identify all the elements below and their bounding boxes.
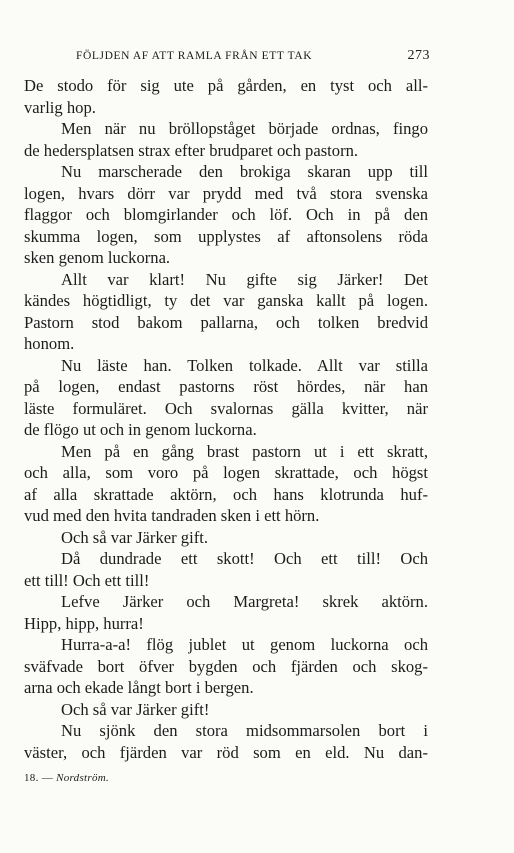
text-line: och alla, som voro på logen skrattade, och högst [24,463,428,482]
text-line: skumma logen, som upplystes af aftonsolens röda [24,226,428,246]
text-line: Då dundrade ett skott! Och ett till! Och [61,549,428,568]
text-line: de flögo ut och in genom luckorna. [24,420,257,439]
text-line: Nu sjönk den stora midsommarsolen bort i [61,721,428,740]
text-line: läste formuläret. Och svalornas gälla kvitter, när [24,398,428,418]
text-line: Nu läste han. Tolken tolkade. Allt var stilla [61,355,428,375]
text-line: flaggor och blomgirlander och löf. Och in på den [24,205,428,224]
text-line: logen, hvars dörr var prydd med två stora svenska [24,183,428,203]
text-line: arna och ekade långt bort i bergen. [24,678,254,697]
text-line: De stodo för sig ute på gården, en tyst och all- [24,76,428,95]
text-line: ett till! Och ett till! [24,570,150,590]
text-line: sken genom luckorna. [24,248,171,267]
text-line: sväfvade bort öfver bygden och fjärden och skog- [24,656,428,676]
text-line: af alla skrattade aktörn, och hans klotrunda huf- [24,484,428,504]
text-line: Men på en gång brast pastorn ut i ett skratt, [61,441,428,461]
text-line: honom. [24,334,75,353]
text-line: Och så var Järker gift. [61,527,208,547]
text-line: väster, och fjärden var röd som en eld. Nu dan- [24,742,428,762]
text-line: varlig hop. [24,97,96,117]
text-line: vud med den hvita tandraden sken i ett hörn. [24,506,320,525]
text-line: Och så var Järker gift! [61,699,210,719]
signature-author: Nordström. [56,772,110,784]
signature-number: 18. — [24,772,53,784]
text-line: Allt var klart! Nu gifte sig Järker! Det [61,269,428,289]
body-text [24,75,428,763]
text-line: Men när nu bröllopståget började ordnas, fingo [61,119,428,138]
text-line: på logen, endast pastorns röst hördes, när han [24,377,428,396]
running-head: FÖLJDEN AF ATT RAMLA FRÅN ETT TAK [76,50,313,62]
printer-signature [24,772,109,784]
text-line: Hurra-a-a! flög jublet ut genom luckorna och [61,635,428,654]
text-line: Hipp, hipp, hurra! [24,613,144,633]
text-line: Lefve Järker och Margreta! skrek aktörn. [61,592,428,611]
page-number: 273 [407,48,430,63]
text-line: de hedersplatsen strax efter brudparet och pastorn. [24,140,359,160]
text-line: kändes högtidligt, ty det var ganska kallt på logen. [24,291,428,310]
text-line: Pastorn stod bakom pallarna, och tolken bredvid [24,312,428,332]
text-line: Nu marscherade den brokiga skaran upp till [61,162,428,181]
